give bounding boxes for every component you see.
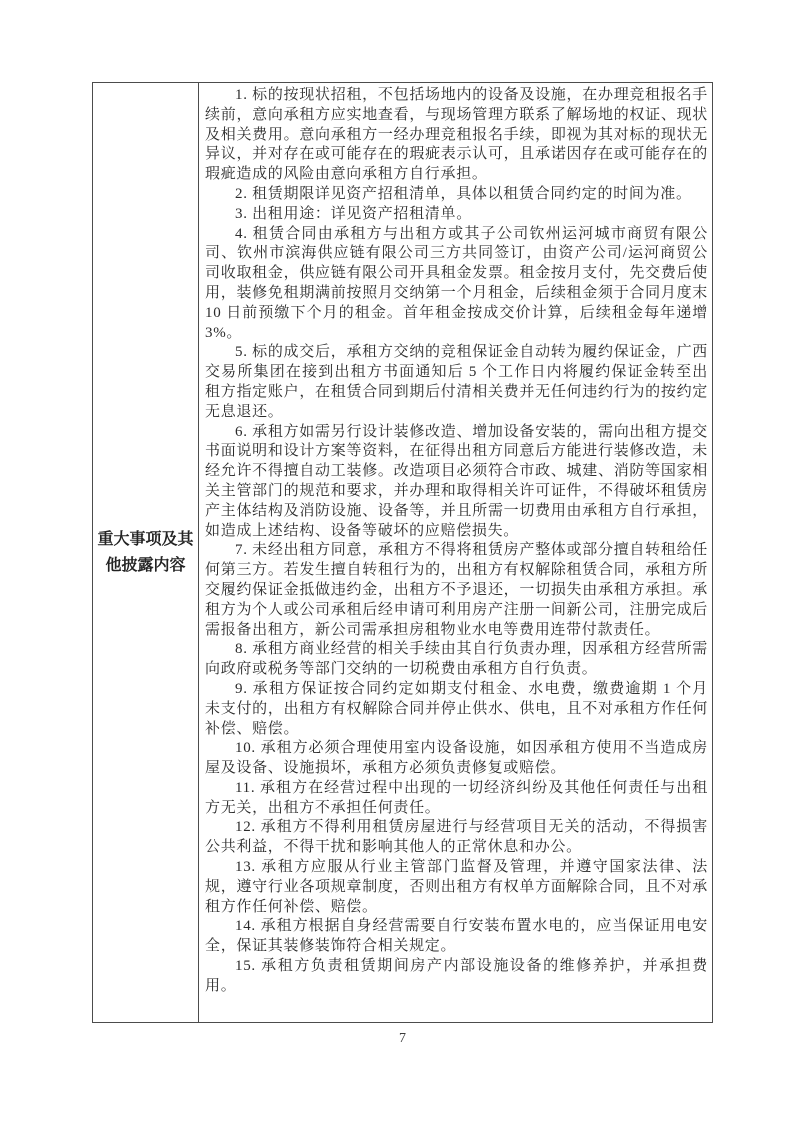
clause-15: 15. 承租方负责租赁期间房产内部设施设备的维修养护，并承担费用。 <box>205 958 708 994</box>
clause-13: 13. 承租方应服从行业主管部门监督及管理，并遵守国家法律、法规，遵守行业各项规章制度，否则出租方有权单方面解除合同，且不对承租方作任何补偿、赔偿。 <box>205 859 708 915</box>
disclosure-clauses-cell <box>199 83 712 1022</box>
clause-10: 10. 承租方必须合理使用室内设备设施，如因承租方使用不当造成房屋及设备、设施损坏，承租方必须负责修复或赔偿。 <box>205 740 708 777</box>
clause-9: 9. 承租方保证按合同约定如期支付租金、水电费，缴费逾期 1 个月未支付的，出租方有权解除合同并停止供水、供电，且不对承租方作任何补偿、赔偿。 <box>205 680 708 737</box>
major-matters-disclosure-table <box>92 82 713 1023</box>
clause-14: 14. 承租方根据自身经营需要自行安装布置水电的，应当保证用电安全，保证其装修装饰符合相关规定。 <box>205 918 708 955</box>
page-number: 7 <box>399 1031 406 1046</box>
clause-8: 8. 承租方商业经营的相关手续由其自行负责办理，因承租方经营所需向政府或税务等部门交纳的一切税费由承租方自行负责。 <box>205 641 708 678</box>
clause-2: 2. 租赁期限详见资产招租清单，具体以租赁合同约定的时间为准。 <box>235 185 692 202</box>
row-header-cell <box>93 83 199 1022</box>
clause-6: 6. 承租方如需另行设计装修改造、增加设备安装的，需向出租方提交书面说明和设计方案等资料，在征得出租方同意后方能进行装修改造，未经允许不得擅自动工装修。改造项目必须符合市政、城建、消防等国家相关主管部门的规范和要求，并办理和取得相关许可证件，不得破坏租赁房产主体结构及消防设施、设备等，并且所需一切费用由承租方自行承担，如造成上述结构、设备等破坏的应赔偿损失。 <box>205 423 708 539</box>
clause-1: 1. 标的按现状招租，不包括场地内的设备及设施，在办理竞租报名手续前，意向承租方应实地查看，与现场管理方联系了解场地的权证、现状及相关费用。意向承租方一经办理竞租报名手续，即视为其对标的现状无异议，并对存在或可能存在的瑕疵表示认可，且承诺因存在或可能存在的瑕疵造成的风险由意向承租方自行承担。 <box>205 87 708 183</box>
clause-11: 11. 承租方在经营过程中出现的一切经济纠纷及其他任何责任与出租方无关，出租方不承担任何责任。 <box>205 779 708 816</box>
clause-4: 4. 租赁合同由承租方与出租方或其子公司钦州运河城市商贸有限公司、钦州市滨海供应链有限公司三方共同签订，由资产公司/运河商贸公司收取租金，供应链有限公司开具租金发票。租金按月支付，先交费后使用，装修免租期满前按照月交纳第一个月租金，后续租金须于合同月度末 10 日前预缴下个月的租金。首年租金按成交价计算，后续租金每年递增 3%。 <box>205 225 708 341</box>
row-header-label: 重大事项及其他披露内容 <box>97 530 194 574</box>
clause-5: 5. 标的成交后，承租方交纳的竞租保证金自动转为履约保证金，广西交易所集团在接到出租方书面通知后 5 个工作日内将履约保证金转至出租方指定账户，在租赁合同到期后付清相关费并无任何违约行为的按约定无息退还。 <box>205 344 708 420</box>
clause-7: 7. 未经出租方同意，承租方不得将租赁房产整体或部分擅自转租给任何第三方。若发生擅自转租行为的，出租方有权解除租赁合同，承租方所交履约保证金抵做违约金，出租方不予退还，一切损失由承租方承担。承租方为个人或公司承租后经申请可利用房产注册一间新公司，注册完成后需报备出租方，新公司需承担房租物业水电等费用连带付款责任。 <box>205 542 708 638</box>
clause-3: 3. 出租用途：详见资产招租清单。 <box>235 205 472 222</box>
clause-12: 12. 承租方不得利用租赁房屋进行与经营项目无关的活动，不得损害公共利益，不得干扰和影响其他人的正常休息和办公。 <box>205 819 708 856</box>
